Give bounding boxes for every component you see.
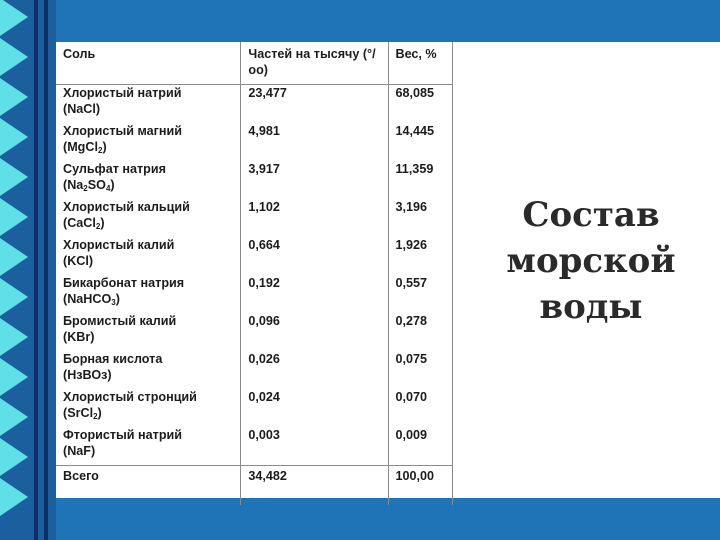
salt-name: Бромистый калий (63, 314, 177, 328)
table-header-row (56, 42, 453, 85)
title-line: воды (539, 287, 643, 327)
table-row (56, 427, 453, 466)
slide-title (486, 192, 696, 330)
salt-cell (56, 389, 241, 427)
salt-formula: NaCl (67, 102, 96, 116)
salt-formula: (SrCl$_2$) (63, 406, 102, 421)
table-row (56, 351, 453, 389)
triangle-decoration (0, 158, 28, 196)
table-row (56, 313, 453, 351)
table-total-row (56, 466, 453, 506)
salt-name: Сульфат натрия (63, 162, 166, 176)
pct-cell: 0,557 (388, 275, 453, 313)
salt-name: Хлористый стронций (63, 390, 197, 404)
table-row (56, 161, 453, 199)
salt-cell: Хлористый калий (KCl) (56, 237, 241, 275)
ppt-cell: 23,477 (241, 85, 388, 124)
salt-formula: (NaHCO$_3$) (63, 292, 120, 307)
triangle-decoration (0, 0, 28, 36)
salt-cell (56, 199, 241, 237)
triangle-decoration (0, 238, 28, 276)
salt-formula: $(Na_2SO_4)$ (63, 178, 115, 193)
ppt-cell: 4,981 (241, 123, 388, 161)
table-row (56, 237, 453, 275)
triangle-decoration (0, 438, 28, 476)
pct-cell: 0,070 (388, 389, 453, 427)
total-label: Всего (56, 466, 241, 506)
header-weight-percent: Вес, % (388, 42, 453, 85)
left-decoration (0, 0, 56, 540)
salt-cell (56, 161, 241, 199)
triangle-decoration (0, 398, 28, 436)
pct-cell: 0,075 (388, 351, 453, 389)
pct-cell: 68,085 (388, 85, 453, 124)
ppt-cell: 0,026 (241, 351, 388, 389)
triangle-decoration (0, 478, 28, 516)
salt-formula: KCl (67, 254, 89, 268)
salt-name: Фтористый натрий (63, 428, 183, 442)
header-parts-per-thousand: Частей на тысячу (°/оо) (241, 42, 388, 85)
ppt-cell: 0,024 (241, 389, 388, 427)
salt-formula: NaF (67, 444, 91, 458)
table-row (56, 123, 453, 161)
pct-cell: 0,278 (388, 313, 453, 351)
salt-name: Хлористый магний (63, 124, 183, 138)
header-salt: Соль (56, 42, 241, 85)
stripe-decoration (34, 0, 38, 540)
pct-cell: 14,445 (388, 123, 453, 161)
pct-cell: 11,359 (388, 161, 453, 199)
salt-name: Бикарбонат натрия (63, 276, 185, 290)
salt-formula: (CaCl$_2$) (63, 216, 105, 231)
composition-table (56, 42, 453, 505)
ppt-cell: 0,003 (241, 427, 388, 466)
table-row (56, 275, 453, 313)
triangle-decoration (0, 358, 28, 396)
triangle-decoration (0, 38, 28, 76)
ppt-cell: 0,664 (241, 237, 388, 275)
ppt-cell: 1,102 (241, 199, 388, 237)
pct-cell: 1,926 (388, 237, 453, 275)
salt-name: Хлористый калий (63, 238, 175, 252)
title-line: Состав (522, 195, 660, 235)
salt-name: Хлористый кальций (63, 200, 190, 214)
pct-cell: 3,196 (388, 199, 453, 237)
salt-formula: KBr (67, 330, 91, 344)
total-pct: 100,00 (388, 466, 453, 506)
pct-cell: 0,009 (388, 427, 453, 466)
ppt-cell: 0,192 (241, 275, 388, 313)
triangle-decoration (0, 118, 28, 156)
table-row (56, 199, 453, 237)
salt-cell: Борная кислота (НзВОз) (56, 351, 241, 389)
ppt-cell: 0,096 (241, 313, 388, 351)
salt-cell: Хлористый натрий (NaCl) (56, 85, 241, 124)
salt-cell (56, 275, 241, 313)
salt-cell: Фтористый натрий (NaF) (56, 427, 241, 466)
title-line: морской (506, 241, 676, 281)
table-row (56, 85, 453, 124)
salt-formula: (MgCl$_2$) (63, 140, 107, 155)
salt-name: Борная кислота (63, 352, 163, 366)
salt-cell (56, 123, 241, 161)
salt-formula: НзВОз (67, 368, 108, 382)
stripe-decoration (44, 0, 48, 540)
triangle-decoration (0, 318, 28, 356)
triangle-decoration (0, 278, 28, 316)
ppt-cell: 3,917 (241, 161, 388, 199)
triangle-decoration (0, 78, 28, 116)
top-band (0, 0, 720, 42)
total-ppt: 34,482 (241, 466, 388, 506)
triangle-decoration (0, 198, 28, 236)
salt-name: Хлористый натрий (63, 86, 182, 100)
salt-cell: Бромистый калий (KBr) (56, 313, 241, 351)
table-row (56, 389, 453, 427)
slide-content (56, 42, 720, 498)
